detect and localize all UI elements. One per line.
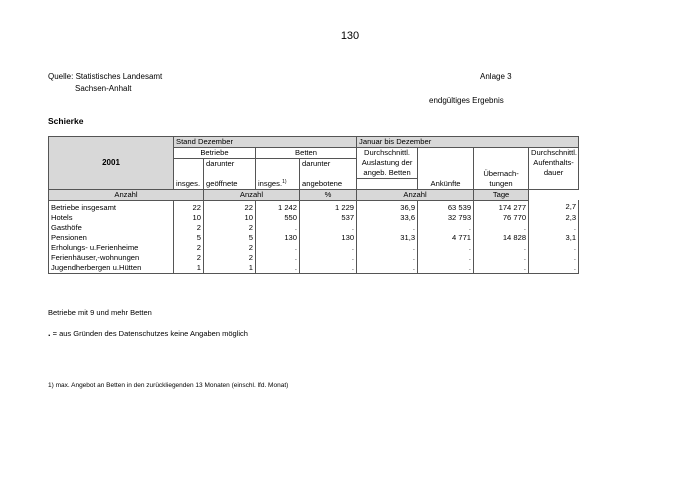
table-cell: 2 [174, 243, 204, 253]
table-cell: 537 [300, 213, 357, 223]
table-row [49, 213, 579, 223]
page-number: 130 [340, 30, 360, 42]
table-cell: 31,3 [357, 233, 418, 243]
table-cell: . [418, 223, 474, 233]
table-cell: . [418, 263, 474, 274]
betriebe-header: Betriebe [174, 148, 256, 159]
table-cell: 2 [174, 253, 204, 263]
table-cell: . [474, 263, 529, 274]
unit-tage: Tage [474, 189, 529, 200]
table-cell: 1 242 [256, 200, 300, 213]
table-cell: 2 [204, 243, 256, 253]
table-cell: 22 [204, 200, 256, 213]
table-row [49, 253, 579, 263]
unit-anzahl-gaeste: Anzahl [357, 189, 474, 200]
table-cell: . [418, 243, 474, 253]
row-label: Hotels [49, 213, 174, 223]
table-cell: 36,9 [357, 200, 418, 213]
row-label: Ferienhäuser,-wohnungen [49, 253, 174, 263]
betriebe-insges-header: insges. [174, 159, 204, 190]
table-cell: . [529, 253, 579, 263]
table-cell: 32 793 [418, 213, 474, 223]
table-cell: 2 [204, 253, 256, 263]
table-cell: 174 277 [474, 200, 529, 213]
row-label: Erholungs- u.Ferienheime [49, 243, 174, 253]
row-label: Gasthöfe [49, 223, 174, 233]
table-cell: 3,1 [529, 233, 579, 243]
table-cell: . [418, 253, 474, 263]
table-cell: 130 [256, 233, 300, 243]
row-label: Betriebe insgesamt [49, 200, 174, 213]
table-cell: 550 [256, 213, 300, 223]
table-cell: . [357, 243, 418, 253]
footnote: 1) max. Angebot an Betten in den zurückliegenden 13 Monaten (einschl. lfd. Monat) [48, 382, 289, 389]
betten-header: Betten [256, 148, 357, 159]
source-line-1: Quelle: Statistisches Landesamt [48, 72, 163, 81]
ankuenfte-header: Ankünfte [418, 148, 474, 190]
table-cell: 14 828 [474, 233, 529, 243]
auslastung-header: Durchschnittl. Auslastung der angeb. Betten [357, 148, 418, 179]
row-label: Jugendherbergen u.Hütten [49, 263, 174, 274]
table-row [49, 233, 579, 243]
table-cell: . [529, 223, 579, 233]
table-cell: . [474, 223, 529, 233]
table-cell: . [300, 223, 357, 233]
table-cell: 5 [204, 233, 256, 243]
table-cell: . [357, 263, 418, 274]
statistics-table [48, 136, 579, 274]
unit-percent: % [300, 189, 357, 200]
table-cell: . [529, 263, 579, 274]
table-cell: . [256, 253, 300, 263]
table-cell: . [474, 243, 529, 253]
table-row [49, 200, 579, 213]
table-cell: 76 770 [474, 213, 529, 223]
table-cell: 22 [174, 200, 204, 213]
table-cell: 63 539 [418, 200, 474, 213]
table-cell: 2 [174, 223, 204, 233]
betten-darunter-header: darunter [300, 159, 357, 179]
table-cell: . [300, 263, 357, 274]
table-row [49, 263, 579, 274]
note-min-beds: Betriebe mit 9 und mehr Betten [48, 308, 152, 317]
table-cell: . [300, 243, 357, 253]
table-cell: 33,6 [357, 213, 418, 223]
table-cell: . [256, 263, 300, 274]
table-cell: 1 229 [300, 200, 357, 213]
uebernachtungen-header: Übernach- tungen [474, 148, 529, 190]
table-cell: . [357, 253, 418, 263]
angebotene-header: angebotene [300, 179, 357, 190]
betten-insges-header: insges.$^{1)}$ [256, 159, 300, 190]
table-row [49, 223, 579, 233]
unit-anzahl-betten: Anzahl [204, 189, 300, 200]
annex-label: Anlage 3 [480, 72, 512, 81]
table-cell: 2 [204, 223, 256, 233]
table-cell: . [256, 223, 300, 233]
note-data-protection: . = aus Gründen des Datenschutzes keine Angaben möglich [48, 328, 248, 338]
table-cell: . [529, 243, 579, 253]
source-line-2: Sachsen-Anhalt [75, 84, 132, 93]
table-cell: 1 [204, 263, 256, 274]
table-cell: . [357, 223, 418, 233]
table-cell: 4 771 [418, 233, 474, 243]
region-title: Schierke [48, 116, 84, 126]
table-row [49, 243, 579, 253]
table-cell: 5 [174, 233, 204, 243]
table-cell: . [300, 253, 357, 263]
result-label: endgültiges Ergebnis [429, 96, 504, 105]
table-cell: 2,3 [529, 213, 579, 223]
geoeffnete-header: geöffnete [204, 179, 256, 190]
table-cell: . [474, 253, 529, 263]
table-cell: 2,7 [529, 200, 579, 213]
group-stand-header: Stand Dezember [174, 137, 357, 148]
unit-anzahl-betriebe: Anzahl [49, 189, 204, 200]
table-cell: 130 [300, 233, 357, 243]
table-cell: 1 [174, 263, 204, 274]
betriebe-darunter-header: darunter [204, 159, 256, 179]
row-label: Pensionen [49, 233, 174, 243]
group-jan-header: Januar bis Dezember [357, 137, 579, 148]
table-cell: . [256, 243, 300, 253]
year-header: 2001 [49, 137, 174, 190]
aufenthaltsdauer-header: Durchschnittl. Aufenthalts- dauer [529, 148, 579, 190]
table-cell: 10 [174, 213, 204, 223]
table-cell: 10 [204, 213, 256, 223]
